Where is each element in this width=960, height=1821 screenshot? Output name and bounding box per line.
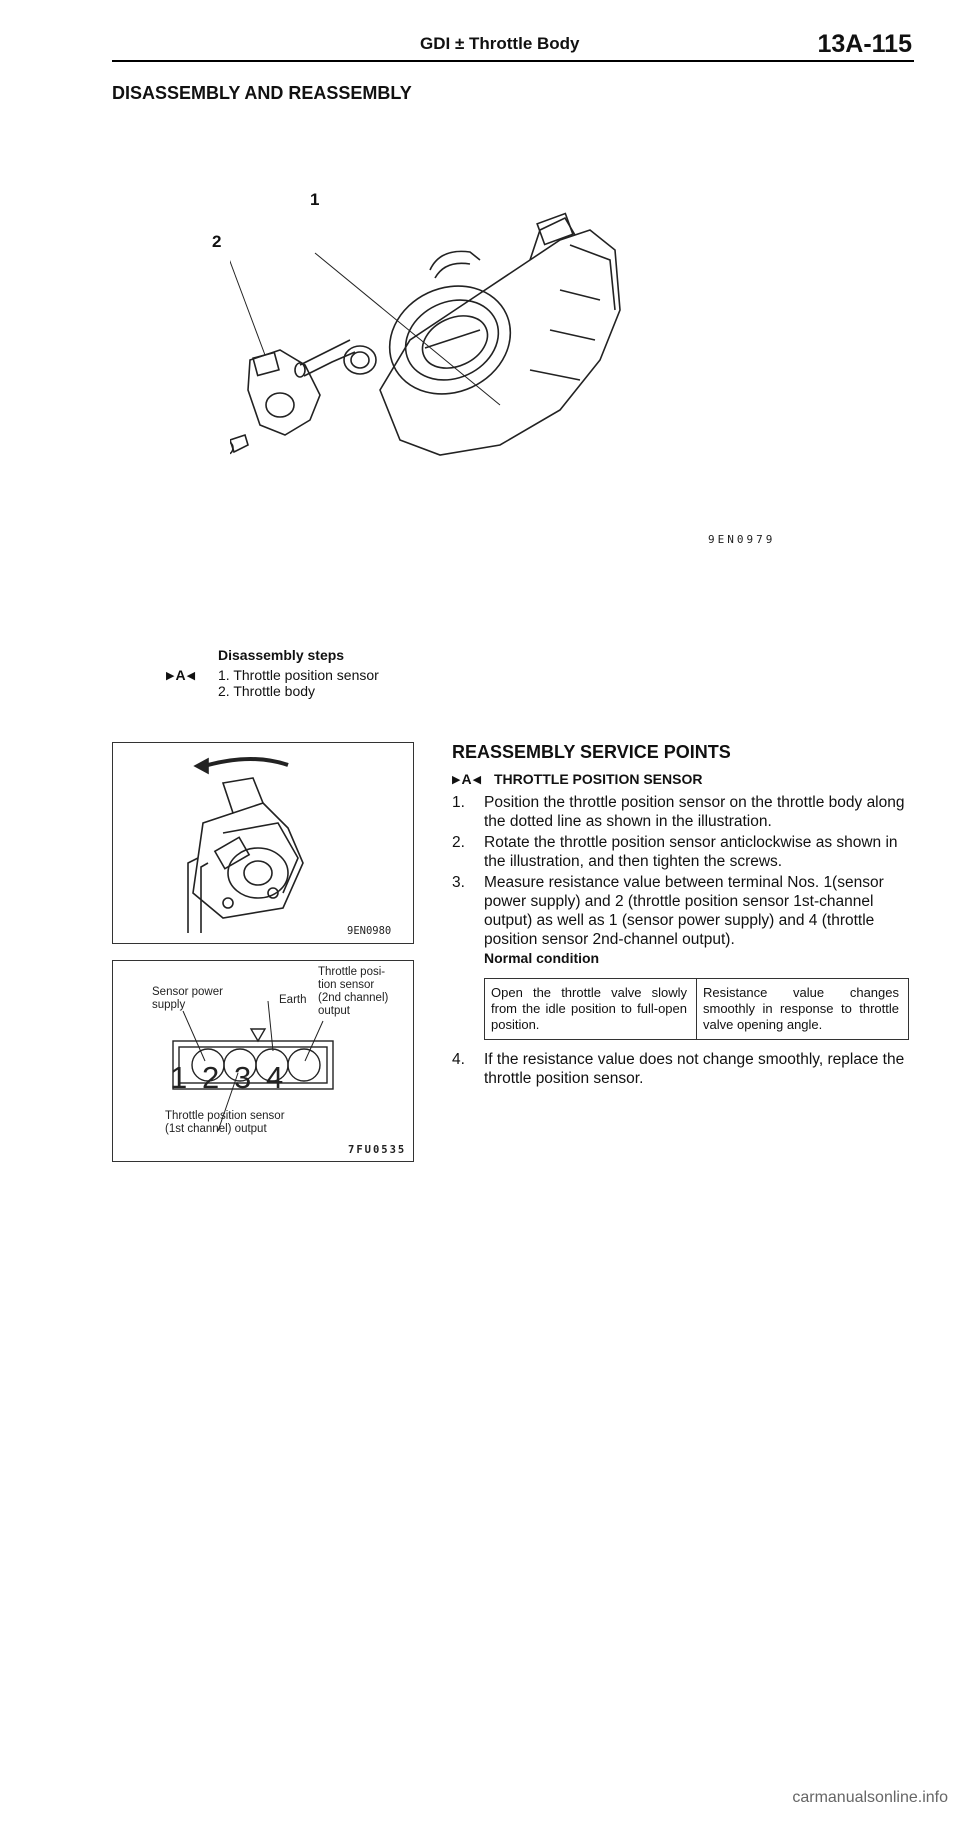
watermark: carmanualsonline.info <box>792 1789 948 1806</box>
figure1-code: 9EN0979 <box>708 533 776 546</box>
figure2-code: 9EN0980 <box>347 925 392 937</box>
table-row <box>485 979 909 1040</box>
left-triangle-icon: ◀ <box>472 773 482 786</box>
disassembly-heading: Disassembly steps <box>218 647 345 663</box>
page-number: 13A-115 <box>817 30 912 58</box>
connector-pin-2: 2 <box>202 1060 220 1095</box>
callout-2: 2 <box>212 232 222 251</box>
sensor-rotation-figure <box>112 742 414 944</box>
section-title: DISASSEMBLY AND REASSEMBLY <box>112 83 412 103</box>
sensor-rotation-drawing <box>113 743 413 943</box>
right-triangle-icon: ▶ <box>452 773 461 786</box>
figure3-code: 7FU0535 <box>348 1144 407 1156</box>
reassembly-subtitle: THROTTLE POSITION SENSOR <box>494 771 703 787</box>
reassembly-marker-a: ▶ A ◀ <box>452 771 482 787</box>
label-sensor-power-supply: Sensor power supply <box>152 986 223 1011</box>
disassembly-step-1: 1. Throttle position sensor <box>218 667 379 683</box>
label-earth: Earth <box>279 994 307 1006</box>
connector-pin-4: 4 <box>266 1060 284 1095</box>
result-cell: Resistance value changes smoothly in response to throttle valve opening angle. <box>697 979 909 1040</box>
connector-pin-1: 1 <box>170 1060 188 1095</box>
header-title: GDI ± Throttle Body <box>420 34 580 53</box>
service-marker-a: ▶ A ◀ <box>166 667 196 683</box>
disassembly-step-2: 2. Throttle body <box>218 683 316 699</box>
connector-pin-3: 3 <box>234 1060 252 1095</box>
reassembly-title: REASSEMBLY SERVICE POINTS <box>452 742 731 762</box>
reassembly-step-3: 3. Measure resistance value between terminal Nos. 1(sensor power supply) and 2 (throttle position sensor 1st-channel output) as well as 1 (sensor power supply) and 4 (throttle position sensor 2nd-channel output). <box>452 874 884 948</box>
condition-cell: Open the throttle valve slowly from the idle position to full-open position. <box>485 979 697 1040</box>
throttle-body-exploded-figure <box>230 190 790 550</box>
label-1st-channel-output: Throttle position sensor (1st channel) output <box>165 1110 285 1135</box>
reassembly-step-2: 2. Rotate the throttle position sensor anticlockwise as shown in the illustration, and then tighten the screws. <box>452 834 898 870</box>
label-2nd-channel-output: Throttle posi- tion sensor (2nd channel) output <box>318 966 389 1017</box>
header-rule <box>112 60 914 62</box>
throttle-body-drawing <box>230 190 790 550</box>
right-triangle-icon: ▶ <box>166 669 175 682</box>
reassembly-step-1: 1. Position the throttle position sensor on the throttle body along the dotted line as shown in the illustration. <box>452 794 905 830</box>
callout-1: 1 <box>310 190 320 209</box>
reassembly-step-4: 4. If the resistance value does not change smoothly, replace the throttle position sensor. <box>452 1051 905 1087</box>
normal-condition-label: Normal condition <box>484 950 600 966</box>
normal-condition-table <box>484 978 909 1040</box>
left-triangle-icon: ◀ <box>186 669 196 682</box>
